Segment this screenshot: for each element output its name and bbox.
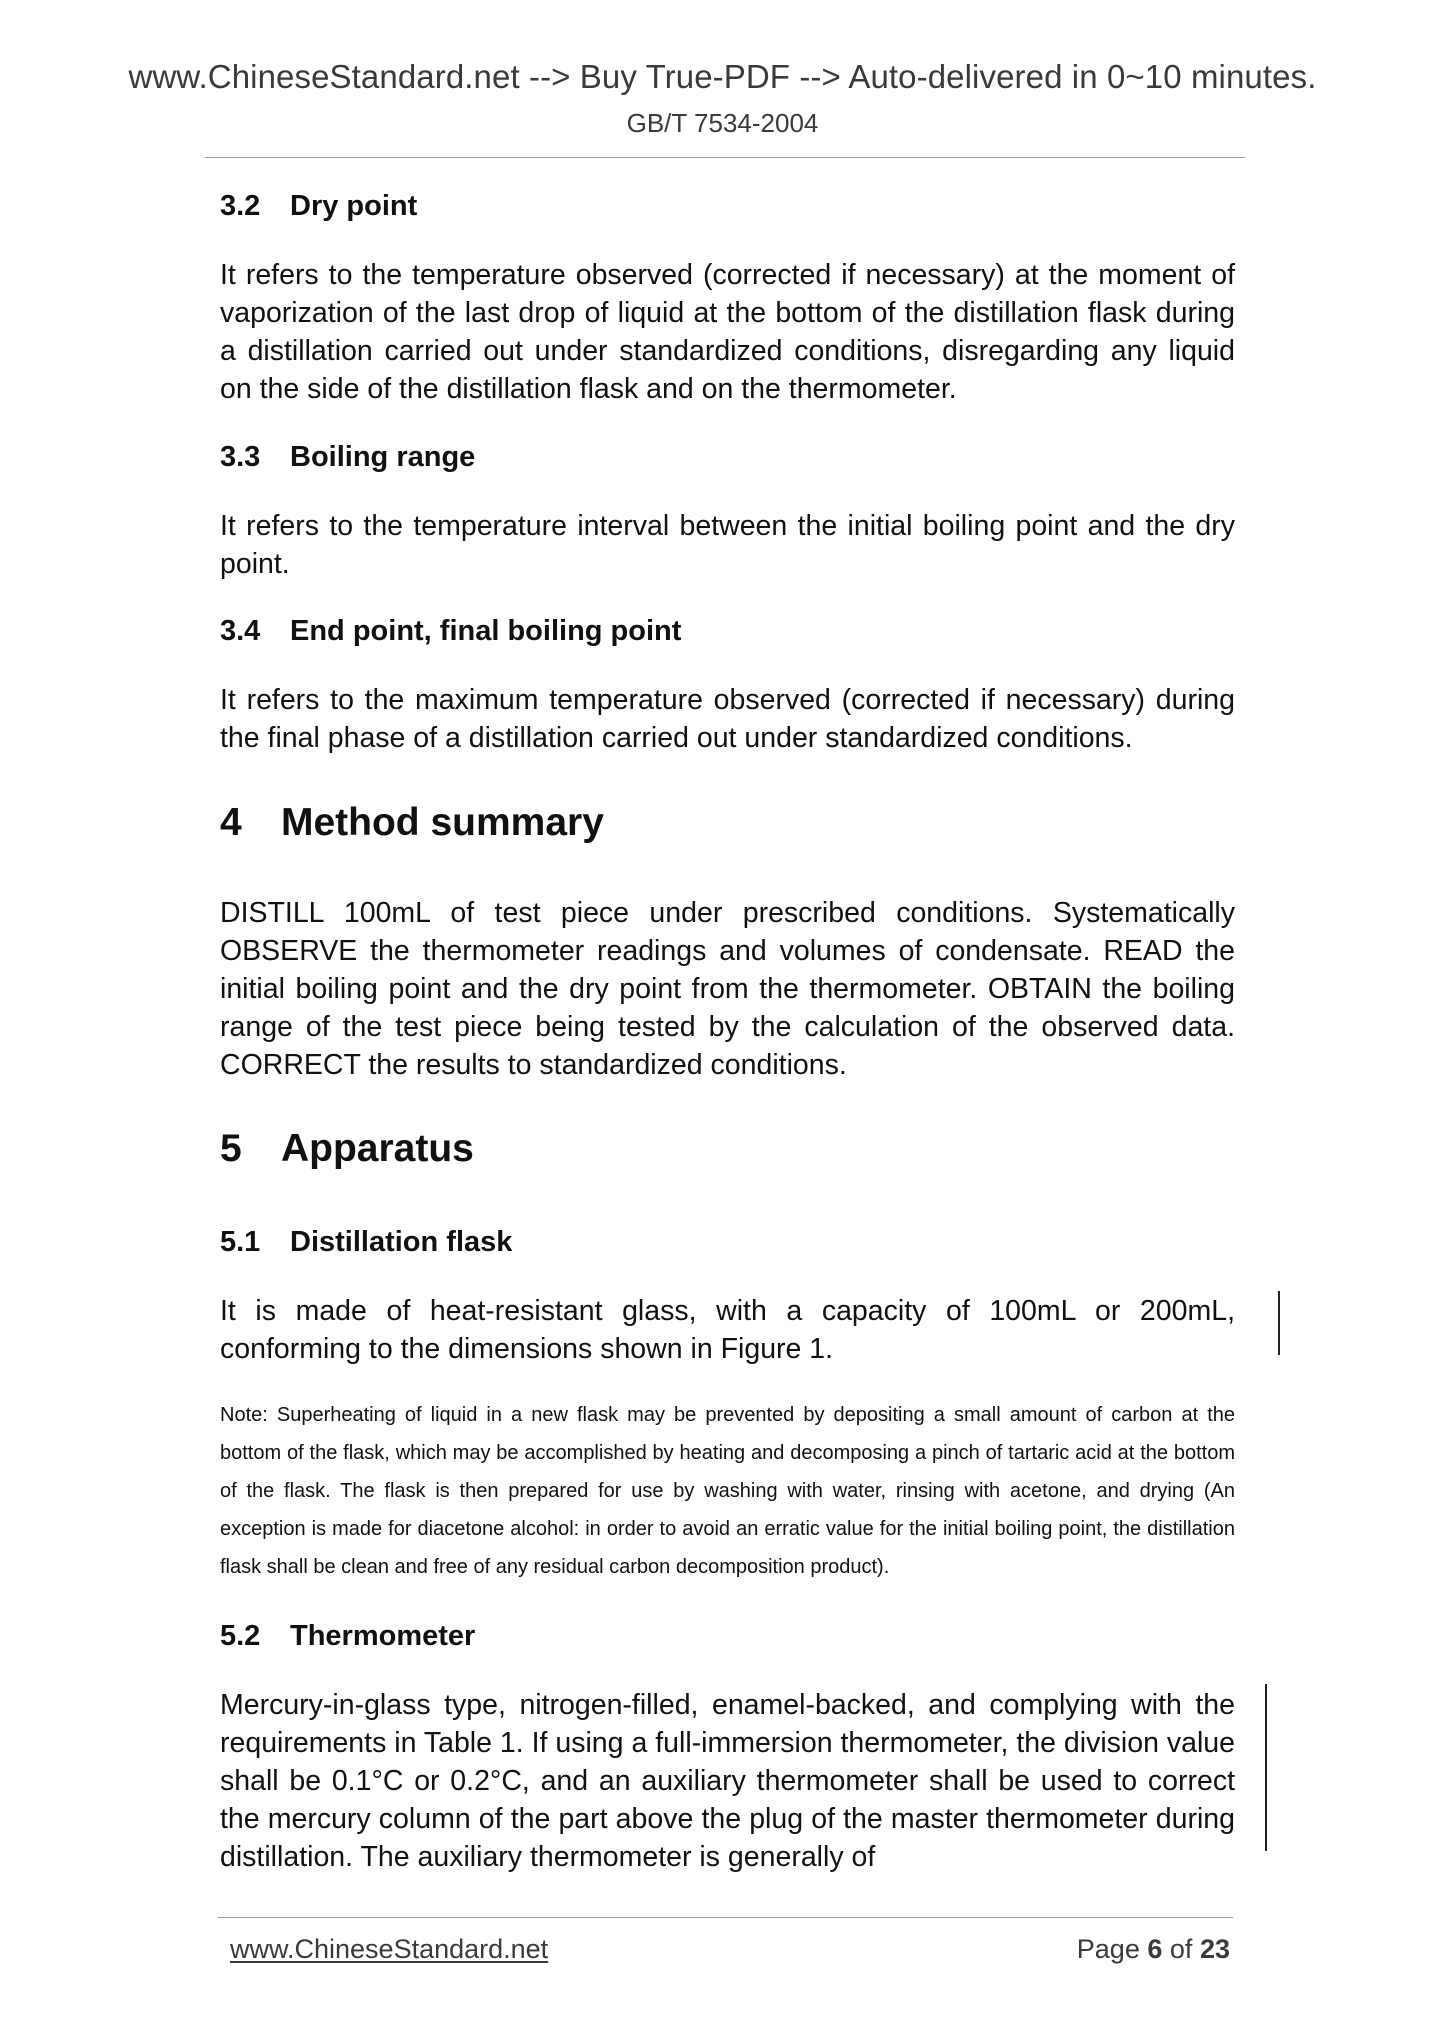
section-number: 3.4 [220, 615, 261, 647]
paragraph-end-point: It refers to the maximum temperature observed (corrected if necessary) during the final phase of a distillation carried out under standardized conditions. [220, 684, 1235, 754]
header-divider [205, 157, 1245, 158]
page-number: 6 [1147, 1934, 1163, 1964]
revision-bar [1278, 1291, 1280, 1355]
note-superheating: Note: Superheating of liquid in a new flask may be prevented by depositing a small amount of carbon at the bottom of the flask, which may be accomplished by heating and decomposing a pinch of tartaric acid at the bottom of the flask. The flask is then prepared for use by washing with water, rinsing with acetone, and drying (An exception is made for diacetone alcohol: in order to avoid an erratic value for the initial boiling point, the distillation flask shall be clean and free of any residual carbon decomposition product). [220, 1404, 1235, 1578]
section-title: End point, final boiling point [290, 615, 682, 647]
section-number: 3.3 [220, 441, 261, 473]
section-number: 3.2 [220, 190, 261, 222]
paragraph-dry-point: It refers to the temperature observed (corrected if necessary) at the moment of vaporization of the last drop of liquid at the bottom of the distillation flask during a distillation carried out under standardized conditions, disregarding any liquid on the side of the distillation flask and on the thermometer. [220, 259, 1235, 405]
section-title: Apparatus [281, 1127, 474, 1170]
paragraph-thermometer: Mercury-in-glass type, nitrogen-filled, enamel-backed, and complying with the requirements in Table 1. If using a full-immersion thermometer, the division value shall be 0.1°C or 0.2°C, and an auxiliary thermometer shall be used to correct the mercury column of the part above the plug of the master thermometer during distillation. The auxiliary thermometer is generally of [220, 1689, 1235, 1873]
paragraph-distillation-flask: It is made of heat-resistant glass, with a capacity of 100mL or 200mL, conforming to the dimensions shown in Figure 1. [220, 1295, 1235, 1365]
section-title: Dry point [290, 190, 418, 222]
section-number: 4 [220, 801, 242, 844]
paragraph-method-summary: DISTILL 100mL of test piece under prescribed conditions. Systematically OBSERVE the thermometer readings and volumes of condensate. READ the initial boiling point and the dry point from the thermometer. OBTAIN the boiling range of the test piece being tested by the calculation of the observed data. CORRECT the results to standardized conditions. [220, 897, 1235, 1081]
paragraph-boiling-range: It refers to the temperature interval between the initial boiling point and the dry point. [220, 510, 1235, 580]
footer-website-link[interactable]: www.ChineseStandard.net [230, 1934, 549, 1964]
section-title: Method summary [281, 801, 604, 844]
section-title: Distillation flask [290, 1226, 513, 1258]
header-banner: www.ChineseStandard.net --> Buy True-PDF --> Auto-delivered in 0~10 minutes. [128, 58, 1317, 95]
revision-bar [1265, 1684, 1267, 1851]
section-title: Boiling range [290, 441, 476, 473]
heading-4 [220, 801, 604, 845]
heading-3-3 [220, 441, 475, 474]
page-prefix: Page [1076, 1934, 1140, 1964]
section-number: 5 [220, 1127, 242, 1170]
section-number: 5.2 [220, 1620, 261, 1652]
page-total: 23 [1199, 1934, 1230, 1964]
page-of: of [1169, 1934, 1193, 1964]
footer-divider [218, 1917, 1233, 1918]
heading-3-2 [220, 190, 417, 223]
section-number: 5.1 [220, 1226, 261, 1258]
section-title: Thermometer [290, 1620, 476, 1652]
page-indicator [1077, 1934, 1230, 1965]
heading-5 [220, 1127, 474, 1171]
heading-3-4 [220, 615, 681, 648]
heading-5-1 [220, 1226, 512, 1259]
heading-5-2 [220, 1620, 475, 1653]
document-id: GB/T 7534-2004 [626, 108, 819, 138]
